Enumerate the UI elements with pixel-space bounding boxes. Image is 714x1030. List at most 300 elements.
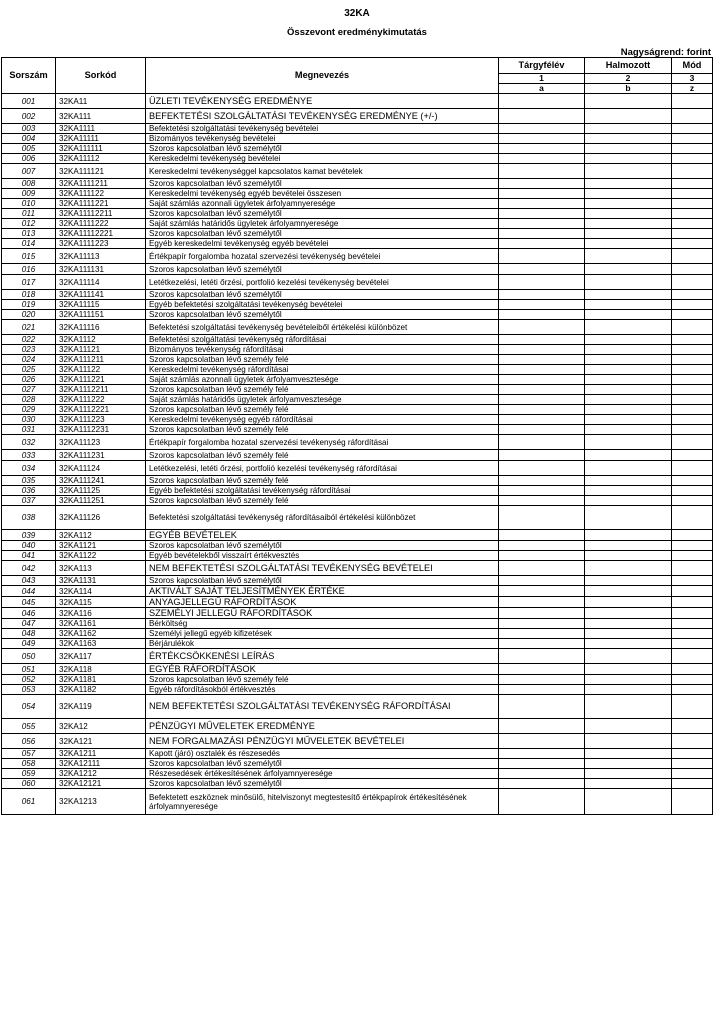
- value-cell-targyfelev: [499, 476, 585, 486]
- value-cell-mod: [672, 320, 713, 335]
- row-code: 32KA1112221: [56, 405, 146, 415]
- table-row: [2, 109, 713, 124]
- value-cell-halmozott: [585, 124, 672, 134]
- value-cell-halmozott: [585, 779, 672, 789]
- table-row: [2, 576, 713, 586]
- row-label: AKTIVÁLT SAJÁT TELJESÍTMÉNYEK ÉRTÉKE: [146, 586, 499, 597]
- value-cell-mod: [672, 310, 713, 320]
- value-cell-targyfelev: [499, 154, 585, 164]
- row-label: SZEMÉLYI JELLEGŰ RÁFORDÍTÁSOK: [146, 608, 499, 619]
- row-code: 32KA11113: [56, 249, 146, 264]
- row-code: 32KA1112211: [56, 385, 146, 395]
- value-cell-mod: [672, 541, 713, 551]
- table-row: [2, 320, 713, 335]
- row-number: 044: [2, 586, 56, 597]
- value-cell-targyfelev: [499, 375, 585, 385]
- value-cell-halmozott: [585, 300, 672, 310]
- row-code: 32KA11112221: [56, 229, 146, 239]
- value-cell-targyfelev: [499, 345, 585, 355]
- value-cell-mod: [672, 779, 713, 789]
- row-code: 32KA111131: [56, 264, 146, 275]
- row-code: 32KA12111: [56, 759, 146, 769]
- row-code: 32KA1121: [56, 541, 146, 551]
- row-code: 32KA11112: [56, 154, 146, 164]
- value-cell-mod: [672, 415, 713, 425]
- value-cell-halmozott: [585, 664, 672, 675]
- row-code: 32KA111141: [56, 290, 146, 300]
- value-cell-mod: [672, 229, 713, 239]
- value-cell-halmozott: [585, 134, 672, 144]
- table-row: [2, 209, 713, 219]
- row-number: 010: [2, 199, 56, 209]
- value-cell-halmozott: [585, 639, 672, 649]
- value-cell-mod: [672, 759, 713, 769]
- table-row: [2, 450, 713, 461]
- value-cell-targyfelev: [499, 719, 585, 734]
- row-code: 32KA1131: [56, 576, 146, 586]
- row-number: 021: [2, 320, 56, 335]
- value-cell-halmozott: [585, 476, 672, 486]
- row-label: EGYÉB BEVÉTELEK: [146, 530, 499, 541]
- row-number: 018: [2, 290, 56, 300]
- row-number: 027: [2, 385, 56, 395]
- row-label: Szoros kapcsolatban lévő személy felé: [146, 476, 499, 486]
- value-cell-halmozott: [585, 229, 672, 239]
- row-label: Szoros kapcsolatban lévő személytől: [146, 310, 499, 320]
- table-row: [2, 586, 713, 597]
- row-number: 037: [2, 496, 56, 506]
- table-row: [2, 675, 713, 685]
- row-code: 32KA1182: [56, 685, 146, 695]
- row-number: 023: [2, 345, 56, 355]
- row-number: 051: [2, 664, 56, 675]
- value-cell-halmozott: [585, 355, 672, 365]
- row-code: 32KA11124: [56, 461, 146, 476]
- row-label: Szoros kapcsolatban lévő személytől: [146, 541, 499, 551]
- row-label: Egyéb befektetési szolgáltatási tevékenység bevételei: [146, 300, 499, 310]
- row-number: 016: [2, 264, 56, 275]
- table-row: [2, 385, 713, 395]
- value-cell-mod: [672, 639, 713, 649]
- row-code: 32KA11112211: [56, 209, 146, 219]
- value-cell-mod: [672, 695, 713, 719]
- value-cell-targyfelev: [499, 109, 585, 124]
- table-row: [2, 375, 713, 385]
- value-cell-mod: [672, 496, 713, 506]
- value-cell-mod: [672, 425, 713, 435]
- value-cell-targyfelev: [499, 94, 585, 109]
- value-cell-targyfelev: [499, 335, 585, 345]
- row-label: Kereskedelmi tevékenység bevételei: [146, 154, 499, 164]
- table-row: [2, 415, 713, 425]
- value-cell-halmozott: [585, 375, 672, 385]
- value-cell-halmozott: [585, 395, 672, 405]
- row-code: 32KA11121: [56, 345, 146, 355]
- row-label: Szoros kapcsolatban lévő személytől: [146, 264, 499, 275]
- row-code: 32KA111221: [56, 375, 146, 385]
- table-row: [2, 769, 713, 779]
- value-cell-halmozott: [585, 597, 672, 608]
- value-cell-mod: [672, 134, 713, 144]
- value-cell-mod: [672, 264, 713, 275]
- value-cell-mod: [672, 486, 713, 496]
- table-row: [2, 300, 713, 310]
- value-cell-halmozott: [585, 759, 672, 769]
- row-label: Szoros kapcsolatban lévő személy felé: [146, 355, 499, 365]
- value-cell-halmozott: [585, 179, 672, 189]
- value-cell-mod: [672, 561, 713, 576]
- table-row: [2, 639, 713, 649]
- value-cell-mod: [672, 664, 713, 675]
- value-cell-mod: [672, 249, 713, 264]
- row-code: 32KA11: [56, 94, 146, 109]
- row-number: 026: [2, 375, 56, 385]
- value-cell-mod: [672, 576, 713, 586]
- row-label: ANYAGJELLEGŰ RÁFORDÍTÁSOK: [146, 597, 499, 608]
- value-cell-targyfelev: [499, 541, 585, 551]
- value-cell-targyfelev: [499, 199, 585, 209]
- row-code: 32KA11111: [56, 134, 146, 144]
- row-label: Befektetési szolgáltatási tevékenység ráfordításai: [146, 335, 499, 345]
- row-number: 048: [2, 629, 56, 639]
- value-cell-targyfelev: [499, 649, 585, 664]
- row-label: Bizományos tevékenység ráfordításai: [146, 345, 499, 355]
- value-cell-mod: [672, 290, 713, 300]
- row-code: 32KA1181: [56, 675, 146, 685]
- table-row: [2, 189, 713, 199]
- row-code: 32KA113: [56, 561, 146, 576]
- table-row: [2, 179, 713, 189]
- value-cell-halmozott: [585, 310, 672, 320]
- value-cell-mod: [672, 385, 713, 395]
- row-code: 32KA111: [56, 109, 146, 124]
- table-row: [2, 395, 713, 405]
- row-number: 061: [2, 789, 56, 815]
- row-number: 008: [2, 179, 56, 189]
- row-label: Befektetési szolgáltatási tevékenység ráfordításaiból értékelési különbözet: [146, 506, 499, 530]
- row-label: Kereskedelmi tevékenység egyéb ráfordításai: [146, 415, 499, 425]
- row-label: Szoros kapcsolatban lévő személytől: [146, 229, 499, 239]
- row-code: 32KA12: [56, 719, 146, 734]
- value-cell-targyfelev: [499, 275, 585, 290]
- row-code: 32KA1111211: [56, 179, 146, 189]
- value-cell-mod: [672, 355, 713, 365]
- row-code: 32KA11125: [56, 486, 146, 496]
- row-number: 005: [2, 144, 56, 154]
- row-code: 32KA119: [56, 695, 146, 719]
- row-number: 057: [2, 749, 56, 759]
- row-number: 055: [2, 719, 56, 734]
- row-code: 32KA111251: [56, 496, 146, 506]
- header-mod: Mód: [672, 58, 713, 74]
- table-row: [2, 264, 713, 275]
- table-row: [2, 154, 713, 164]
- table-row: [2, 541, 713, 551]
- value-cell-targyfelev: [499, 395, 585, 405]
- row-code: 32KA11123: [56, 435, 146, 450]
- row-label: Kapott (járó) osztalék és részesedés: [146, 749, 499, 759]
- table-row: [2, 435, 713, 450]
- row-label: Szoros kapcsolatban lévő személytől: [146, 144, 499, 154]
- value-cell-halmozott: [585, 789, 672, 815]
- value-cell-targyfelev: [499, 664, 585, 675]
- value-cell-targyfelev: [499, 551, 585, 561]
- row-number: 049: [2, 639, 56, 649]
- value-cell-halmozott: [585, 486, 672, 496]
- table-row: [2, 561, 713, 576]
- value-cell-mod: [672, 164, 713, 179]
- value-cell-mod: [672, 619, 713, 629]
- row-number: 011: [2, 209, 56, 219]
- value-cell-targyfelev: [499, 435, 585, 450]
- value-cell-halmozott: [585, 335, 672, 345]
- table-row: [2, 335, 713, 345]
- value-cell-targyfelev: [499, 310, 585, 320]
- row-label: Szoros kapcsolatban lévő személy felé: [146, 675, 499, 685]
- row-label: Befektetési szolgáltatási tevékenység bevételeiből értékelési különbözet: [146, 320, 499, 335]
- row-code: 32KA111241: [56, 476, 146, 486]
- value-cell-halmozott: [585, 769, 672, 779]
- value-cell-targyfelev: [499, 576, 585, 586]
- row-code: 32KA1111222: [56, 219, 146, 229]
- row-number: 059: [2, 769, 56, 779]
- value-cell-halmozott: [585, 749, 672, 759]
- row-number: 058: [2, 759, 56, 769]
- income-statement-table: [1, 57, 713, 815]
- row-label: Szoros kapcsolatban lévő személy felé: [146, 496, 499, 506]
- row-label: Saját számlás azonnali ügyletek árfolyamvesztesége: [146, 375, 499, 385]
- row-number: 030: [2, 415, 56, 425]
- value-cell-mod: [672, 597, 713, 608]
- value-cell-mod: [672, 124, 713, 134]
- value-cell-halmozott: [585, 461, 672, 476]
- value-cell-halmozott: [585, 415, 672, 425]
- row-number: 054: [2, 695, 56, 719]
- row-number: 022: [2, 335, 56, 345]
- value-cell-mod: [672, 375, 713, 385]
- row-number: 019: [2, 300, 56, 310]
- value-cell-targyfelev: [499, 290, 585, 300]
- row-number: 045: [2, 597, 56, 608]
- row-label: Szoros kapcsolatban lévő személytől: [146, 576, 499, 586]
- row-code: 32KA11115: [56, 300, 146, 310]
- value-cell-mod: [672, 586, 713, 597]
- value-cell-targyfelev: [499, 608, 585, 619]
- value-cell-halmozott: [585, 496, 672, 506]
- table-row: [2, 496, 713, 506]
- row-label: Egyéb befektetési szolgáltatási tevékenység ráfordításai: [146, 486, 499, 496]
- table-row: [2, 530, 713, 541]
- value-cell-halmozott: [585, 249, 672, 264]
- value-cell-mod: [672, 734, 713, 749]
- value-cell-targyfelev: [499, 144, 585, 154]
- value-cell-targyfelev: [499, 164, 585, 179]
- row-label: Szoros kapcsolatban lévő személy felé: [146, 385, 499, 395]
- header-col3-number: 3: [672, 74, 713, 84]
- table-row: [2, 734, 713, 749]
- table-row: [2, 476, 713, 486]
- header-megnevezes: Megnevezés: [146, 58, 499, 94]
- row-number: 038: [2, 506, 56, 530]
- value-cell-halmozott: [585, 695, 672, 719]
- row-number: 001: [2, 94, 56, 109]
- value-cell-halmozott: [585, 189, 672, 199]
- value-cell-targyfelev: [499, 769, 585, 779]
- table-row: [2, 425, 713, 435]
- value-cell-targyfelev: [499, 239, 585, 249]
- row-label: Szoros kapcsolatban lévő személytől: [146, 779, 499, 789]
- value-cell-targyfelev: [499, 619, 585, 629]
- row-label: Kereskedelmi tevékenység ráfordításai: [146, 365, 499, 375]
- row-label: Kereskedelmi tevékenységgel kapcsolatos kamat bevételek: [146, 164, 499, 179]
- row-number: 024: [2, 355, 56, 365]
- row-code: 32KA1122: [56, 551, 146, 561]
- value-cell-mod: [672, 789, 713, 815]
- value-cell-targyfelev: [499, 759, 585, 769]
- row-code: 32KA11122: [56, 365, 146, 375]
- value-cell-halmozott: [585, 629, 672, 639]
- row-number: 032: [2, 435, 56, 450]
- row-number: 029: [2, 405, 56, 415]
- row-label: Kereskedelmi tevékenység egyéb bevételei összesen: [146, 189, 499, 199]
- value-cell-mod: [672, 608, 713, 619]
- table-row: [2, 94, 713, 109]
- value-cell-halmozott: [585, 405, 672, 415]
- value-cell-halmozott: [585, 506, 672, 530]
- row-label: Saját számlás határidős ügyletek árfolyamvesztesége: [146, 395, 499, 405]
- row-number: 002: [2, 109, 56, 124]
- value-cell-halmozott: [585, 425, 672, 435]
- value-cell-targyfelev: [499, 629, 585, 639]
- header-halmozott: Halmozott: [585, 58, 672, 74]
- row-label: Szoros kapcsolatban lévő személytől: [146, 179, 499, 189]
- table-row: [2, 134, 713, 144]
- row-label: Letétkezelési, letéti őrzési, portfolió kezelési tevékenység bevételei: [146, 275, 499, 290]
- value-cell-mod: [672, 239, 713, 249]
- row-label: Szoros kapcsolatban lévő személytől: [146, 290, 499, 300]
- row-code: 32KA1111223: [56, 239, 146, 249]
- row-number: 020: [2, 310, 56, 320]
- row-label: Bérköltség: [146, 619, 499, 629]
- value-cell-halmozott: [585, 530, 672, 541]
- table-row: [2, 249, 713, 264]
- row-label: Befektetési szolgáltatási tevékenység bevételei: [146, 124, 499, 134]
- row-label: EGYÉB RÁFORDÍTÁSOK: [146, 664, 499, 675]
- row-number: 015: [2, 249, 56, 264]
- table-row: [2, 506, 713, 530]
- value-cell-targyfelev: [499, 506, 585, 530]
- value-cell-targyfelev: [499, 405, 585, 415]
- row-code: 32KA121: [56, 734, 146, 749]
- value-cell-mod: [672, 179, 713, 189]
- row-label: Befektetett eszköznek minősülő, hitelviszonyt megtestesítő értékpapírok értékesítésének árfolyamnyeresége: [146, 789, 499, 815]
- value-cell-halmozott: [585, 154, 672, 164]
- value-cell-targyfelev: [499, 134, 585, 144]
- row-label: Bizományos tevékenység bevételei: [146, 134, 499, 144]
- value-cell-targyfelev: [499, 597, 585, 608]
- row-code: 32KA12121: [56, 779, 146, 789]
- row-number: 056: [2, 734, 56, 749]
- row-label: NEM BEFEKTETÉSI SZOLGÁLTATÁSI TEVÉKENYSÉG BEVÉTELEI: [146, 561, 499, 576]
- row-label: Letétkezelési, letéti őrzési, portfolió kezelési tevékenység ráfordításai: [146, 461, 499, 476]
- table-row: [2, 310, 713, 320]
- row-code: 32KA1112231: [56, 425, 146, 435]
- table-row: [2, 405, 713, 415]
- value-cell-halmozott: [585, 275, 672, 290]
- header-sorkod: Sorkód: [56, 58, 146, 94]
- table-row: [2, 461, 713, 476]
- row-code: 32KA11126: [56, 506, 146, 530]
- table-row: [2, 164, 713, 179]
- row-number: 006: [2, 154, 56, 164]
- value-cell-targyfelev: [499, 179, 585, 189]
- value-cell-mod: [672, 94, 713, 109]
- row-number: 034: [2, 461, 56, 476]
- header-col1-number: 1: [499, 74, 585, 84]
- row-code: 32KA11116: [56, 320, 146, 335]
- value-cell-mod: [672, 189, 713, 199]
- row-number: 004: [2, 134, 56, 144]
- row-label: BEFEKTETÉSI SZOLGÁLTATÁSI TEVÉKENYSÉG EREDMÉNYE (+/-): [146, 109, 499, 124]
- value-cell-targyfelev: [499, 639, 585, 649]
- row-label: Egyéb ráfordításokból értékvesztés: [146, 685, 499, 695]
- table-row: [2, 649, 713, 664]
- row-number: 052: [2, 675, 56, 685]
- table-row: [2, 719, 713, 734]
- table-body: [2, 94, 713, 815]
- value-cell-mod: [672, 335, 713, 345]
- table-row: [2, 486, 713, 496]
- value-cell-halmozott: [585, 734, 672, 749]
- value-cell-halmozott: [585, 576, 672, 586]
- table-row: [2, 144, 713, 154]
- row-number: 003: [2, 124, 56, 134]
- row-label: NEM BEFEKTETÉSI SZOLGÁLTATÁSI TEVÉKENYSÉG RÁFORDÍTÁSAI: [146, 695, 499, 719]
- row-number: 025: [2, 365, 56, 375]
- row-label: Értékpapír forgalomba hozatal szervezési tevékenység bevételei: [146, 249, 499, 264]
- row-number: 031: [2, 425, 56, 435]
- value-cell-halmozott: [585, 209, 672, 219]
- row-code: 32KA1212: [56, 769, 146, 779]
- value-cell-mod: [672, 275, 713, 290]
- row-number: 033: [2, 450, 56, 461]
- row-number: 040: [2, 541, 56, 551]
- row-label: ÉRTÉKCSÖKKENÉSI LEÍRÁS: [146, 649, 499, 664]
- row-label: Szoros kapcsolatban lévő személy felé: [146, 405, 499, 415]
- row-code: 32KA1161: [56, 619, 146, 629]
- row-label: Részesedések értékesítésének árfolyamnyeresége: [146, 769, 499, 779]
- row-number: 053: [2, 685, 56, 695]
- table-row: [2, 365, 713, 375]
- value-cell-mod: [672, 629, 713, 639]
- row-label: Személyi jellegű egyéb kifizetések: [146, 629, 499, 639]
- value-cell-targyfelev: [499, 264, 585, 275]
- row-number: 050: [2, 649, 56, 664]
- value-cell-targyfelev: [499, 229, 585, 239]
- table-row: [2, 239, 713, 249]
- value-cell-mod: [672, 199, 713, 209]
- value-cell-mod: [672, 551, 713, 561]
- value-cell-mod: [672, 365, 713, 375]
- table-row: [2, 219, 713, 229]
- value-cell-halmozott: [585, 290, 672, 300]
- table-row: [2, 229, 713, 239]
- row-code: 32KA1163: [56, 639, 146, 649]
- header-sorszam: Sorszám: [2, 58, 56, 94]
- row-number: 009: [2, 189, 56, 199]
- value-cell-mod: [672, 109, 713, 124]
- value-cell-halmozott: [585, 109, 672, 124]
